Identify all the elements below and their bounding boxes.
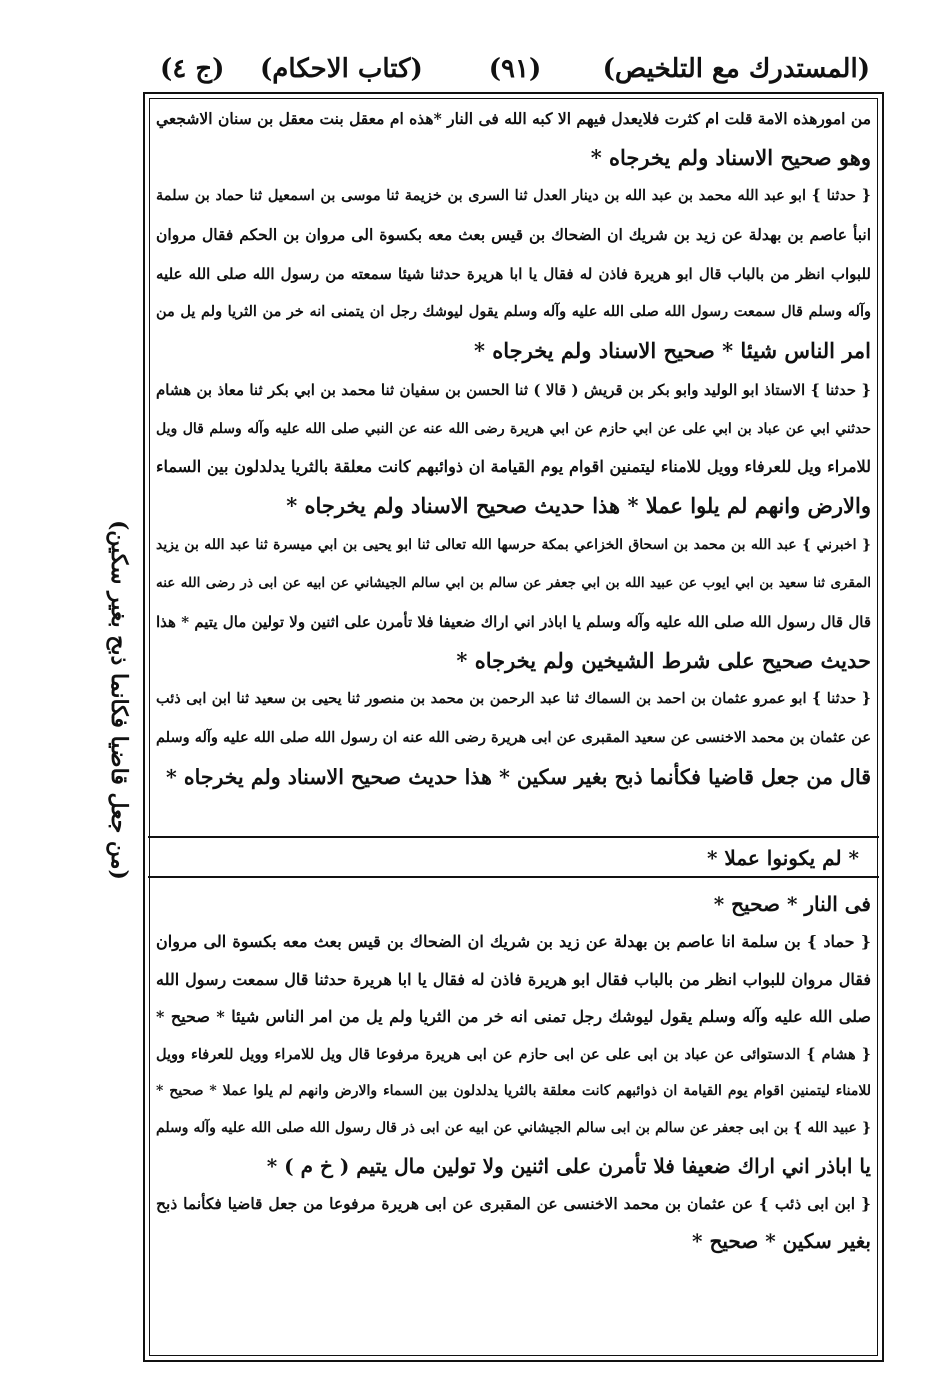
page-header: [150, 48, 880, 98]
text-line: { حدثنا } ابو عمرو عثمان بن احمد بن السماك ثنا عبد الرحمن بن محمد بن منصور ثنا يحيى بن سعيد ثنا ابن ابى ذئب: [156, 690, 871, 708]
summary-line: للامناء ليتمنين اقوام يوم القيامة ان ذوائبهم كانت معلقة بالثريا يدلدلون بين السماء والارض وانهم لم يلوا عملا * صحيح *: [156, 1082, 871, 1099]
page-number: (٩١): [488, 54, 542, 84]
volume-number: (ج ٤): [160, 54, 225, 84]
summary-line: { عبيد الله } بن ابى جعفر عن سالم بن ابى سالم الجيشاني عن ابيه عن ابى ذر قال رسول الله صلى الله عليه وآله وسلم: [156, 1120, 871, 1137]
text-line: قال قال رسول الله صلى الله عليه وآله وسلم يا اباذر اني اراك ضعيفا فلا تأمرن على اثنين ولا تولين مال يتيم * هذا: [156, 612, 871, 631]
text-line: المقرى ثنا سعيد بن ابي ايوب عن عبيد الله بن ابي جعفر عن سالم بن ابي سالم الجيشاني عن ابيه عن ابى ذر رضى الله عنه: [156, 575, 871, 592]
summary-line: يا اباذر اني اراك ضعيفا فلا تأمرن على اثنين ولا تولين مال يتيم ( خ م ) *: [266, 1153, 871, 1178]
text-line: { حدثنا } الاستاذ ابو الوليد وابو بكر بن قريش ( قالا ) ثنا الحسن بن سفيان ثنا محمد بن ابي بكر ثنا معاذ بن هشام: [156, 380, 871, 399]
text-line: قال من جعل قاضيا فكأنما ذبح بغير سكين * هذا حديث صحيح الاسناد ولم يخرجاه *: [165, 764, 871, 789]
footnote-divider-bottom: [148, 876, 879, 878]
summary-line: { هشام } الدستوائى عن عباد بن ابى على عن ابى حازم عن ابى هريرة مرفوعا قال ويل للامراء وويل للعرفاء وويل: [156, 1045, 871, 1063]
text-line: من امورهذه الامة قلت ام كثرت فلايعدل فيهم الا كبه الله فى النار *هذه ام معقل بنت معقل بن سنان الاشجعي: [156, 109, 871, 128]
summary-line: بغير سكين * صحيح *: [692, 1228, 871, 1253]
text-line: عن عثمان بن محمد الاخنسى عن سعيد المقبرى عن ابى هريرة رضى الله عنه ان رسول الله صلى الله عليه وآله وسلم: [156, 729, 871, 746]
summary-text: [156, 886, 871, 1260]
text-line: حديث صحيح على شرط الشيخين ولم يخرجاه *: [456, 647, 871, 673]
margin-note-text: (من جعل قاضيا فكانما ذبح بغير سكين): [106, 520, 132, 880]
main-text: [156, 100, 871, 796]
text-line: امر الناس شيئا * صحيح الاسناد ولم يخرجاه *: [473, 338, 871, 364]
text-line: { حدثنا } ابو عبد الله محمد بن عبد الله بن دينار العدل ثنا السرى بن خزيمة ثنا موسى بن اسمعيل ثنا حماد بن سلمة: [156, 187, 871, 205]
text-line: انبأ عاصم بن بهدلة عن زيد بن شريك ان الضحاك بن قيس بعث معه بكسوة الى مروان بن الحكم فقال مروان: [156, 225, 871, 245]
text-line: وآله وسلم قال سمعت رسول الله صلى الله عليه وآله وسلم يقول ليوشك رجل ان يتمنى انه خر من الثريا ولم يل من: [156, 303, 871, 321]
text-line: { اخبرني } عبد الله بن محمد بن اسحاق الخزاعي بمكة حرسها الله تعالى ثنا ابو يحيى بن ابي ميسرة ثنا عبد الله بن يزيد: [156, 536, 871, 553]
text-line: والارض وانهم لم يلوا عملا * هذا حديث صحيح الاسناد ولم يخرجاه *: [286, 492, 871, 518]
text-line: وهو صحيح الاسناد ولم يخرجاه *: [590, 144, 871, 170]
footnote-divider-top: [148, 836, 879, 838]
summary-line: صلى الله عليه وآله وسلم يقول ليوشك رجل تمنى انه خر من الثريا ولم يل من امر الناس شيئا * صحيح *: [156, 1007, 871, 1027]
footnote-marker: * لم يكونوا عملا *: [706, 846, 859, 870]
summary-line: { حماد } بن سلمة انا عاصم بن بهدلة عن زيد بن شريك ان الضحاك بن قيس بعث معه بكسوة الى مروان: [156, 932, 871, 952]
running-title: (المستدرك مع التلخيص): [602, 54, 870, 84]
summary-line: فى النار * صحيح *: [713, 892, 871, 916]
text-line: للبواب انظر من بالباب قال ابو هريرة فاذن له فقال يا ابا هريرة حدثنا شيئا سمعته من رسول الله صلى الله عليه: [156, 264, 871, 283]
margin-note: [96, 520, 142, 880]
book-title: (كتاب الاحكام): [260, 54, 423, 84]
summary-line: { ابن ابى ذئب } عن عثمان بن محمد الاخنسى عن المقبرى عن ابى هريرة مرفوعا من جعل قاضيا فكأنما ذبح: [156, 1194, 871, 1214]
text-line: للامراء ويل للعرفاء وويل للامناء ليتمنين اقوام يوم القيامة ان ذوائبهم كانت معلقة بالثريا يدلدلون بين السماء: [156, 457, 871, 477]
summary-line: فقال مروان للبواب انظر من بالباب فقال ابو هريرة فاذن له فقال يا ابا هريرة حدثنا قال سمعت رسول الله: [156, 969, 871, 989]
text-line: حدثني ابي عن عباد بن ابي على عن ابي حازم عن ابي هريرة رضى الله عنه عن النبي صلى الله عليه وآله وسلم قال ويل: [156, 420, 871, 437]
